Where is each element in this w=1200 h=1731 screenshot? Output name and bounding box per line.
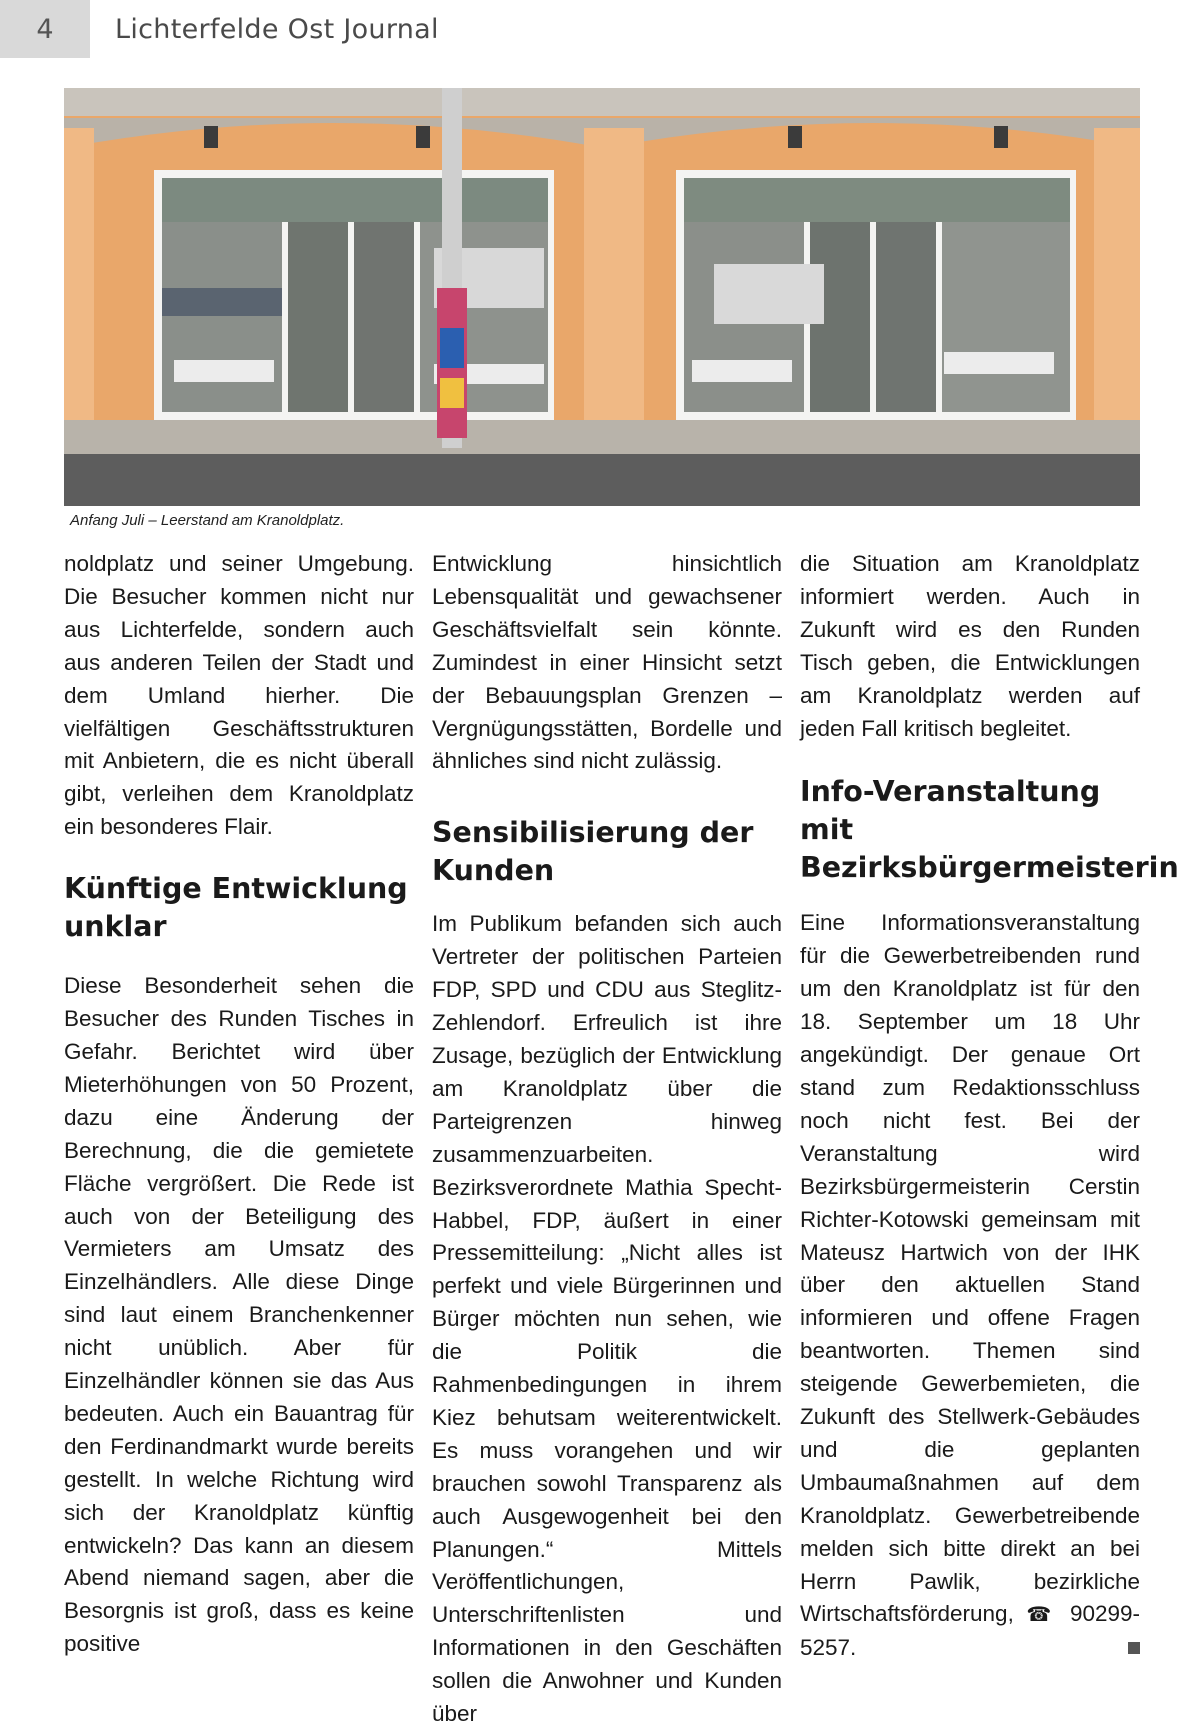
article-paragraph: Entwicklung hinsichtlich Lebensqualität und gewachsener Geschäftsvielfalt sein könnte. Zumindest in einer Hinsicht setzt der Bebauungsplan Grenzen – Vergnügungsstätten, Bordelle und ähnliches sind nicht zulässig. <box>432 551 782 774</box>
article-paragraph <box>800 907 1140 1665</box>
article-column-2 <box>432 548 782 1731</box>
article-paragraph: Diese Besonderheit sehen die Besucher des Runden Tisches in Gefahr. Berichtet wird über Mieterhöhungen von 50 Prozent, dazu eine Änderung der Berechnung, die die gemietete Fläche vergrößert. Die Rede ist auch von der Beteiligung des Vermieters am Umsatz des Einzelhändlers. Alle diese Dinge sind laut einem Branchenkenner nicht unüblich. Aber für Einzelhändler können sie das Aus bedeuten. Auch ein Bauantrag für den Ferdinandmarkt wurde bereits gestellt. In welche Richtung wird sich der Kranoldplatz künftig entwickeln? Das kann an diesem Abend niemand sagen, aber die Besorgnis ist groß, dass es keine positive <box>64 973 414 1657</box>
page-number: 4 <box>0 0 90 58</box>
storefront-photo <box>64 88 1140 506</box>
article-column-3 <box>800 548 1179 1665</box>
article-paragraph: Im Publikum befanden sich auch Vertreter der politischen Parteien FDP, SPD und CDU aus Steglitz-Zehlendorf. Erfreulich ist ihre Zusage, bezüglich der Entwicklung am Kranoldplatz über die Parteigrenzen hinweg zusammenzuarbeiten. Bezirksverordnete Mathia Specht-Habbel, FDP, äußert in einer Pressemitteilung: „Nicht alles ist perfekt und viele Bürgerinnen und Bürger möchten nun sehen, wie die Politik die Rahmenbedingungen in ihrem Kiez behutsam weiterentwickelt. Es muss vorangehen und wir brauchen sowohl Transparenz als auch Ausgewogenheit bei den Planungen.“ Mittels Veröffentlichungen, Unterschriftenlisten und Informationen in den Geschäften sollen die Anwohner und Kunden über <box>432 911 782 1727</box>
article-text: Eine Informationsveranstaltung für die Gewerbetreibenden rund um den Kranoldplatz ist für den 18. September um 18 Uhr angekündigt. Der genaue Ort stand zum Redaktionsschluss noch nicht fest. Bei der Veranstaltung wird Bezirksbürgermeisterin Cerstin Richter-Kotowski gemeinsam mit Mateusz Hartwich von der IHK über den aktuellen Stand informieren und offene Fragen beantworten. Themen sind steigende Gewerbemieten, die Zukunft des Stellwerk-Gebäudes und die geplanten Umbaumaßnahmen auf dem Kranoldplatz. Gewerbetreibende melden sich bitte direkt an bei Herrn Pawlik, bezirkliche Wirtschaftsförderung, <box>800 910 1140 1627</box>
article-paragraph: die Situation am Kranoldplatz informiert werden. Auch in Zukunft wird es den Runden Tisch geben, die Entwicklungen am Kranoldplatz werden auf jeden Fall kritisch begleitet. <box>800 551 1140 741</box>
section-heading: Künftige Entwicklung unklar <box>64 872 408 944</box>
journal-title: Lichterfelde Ost Journal <box>115 14 439 45</box>
end-mark-icon <box>1128 1642 1140 1654</box>
photo-caption: Anfang Juli – Leerstand am Kranoldplatz. <box>70 512 345 529</box>
section-heading: Sensibilisierung der Kunden <box>432 816 754 888</box>
article-paragraph: noldplatz und seiner Umgebung. Die Besucher kommen nicht nur aus Lichterfelde, sondern auch aus anderen Teilen der Stadt und dem Umland hierher. Die vielfältigen Geschäftsstrukturen mit Anbietern, die es nicht überall gibt, verleihen dem Kranoldplatz ein besonderes Flair. <box>64 551 414 840</box>
article-column-1 <box>64 548 414 1661</box>
phone-icon: ☎ <box>1026 1604 1058 1627</box>
phone-number: 90299-5257. <box>800 1601 1140 1661</box>
section-heading: Info-Veranstaltung mit Bezirksbürgermeisterin <box>800 775 1179 885</box>
